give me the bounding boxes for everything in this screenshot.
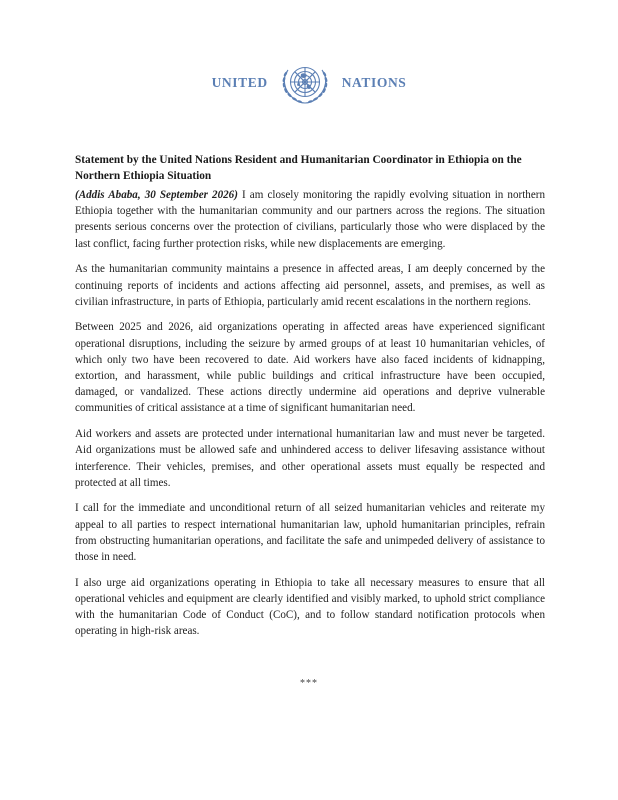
un-letterhead [0,58,618,108]
dateline: (Addis Ababa, 30 September 2026) [75,189,238,201]
statement-paragraph-3: Between 2025 and 2026, aid organizations operating in affected areas have experienced significant operational disruptions, including the seizure by armed groups of at least 10 humanitarian vehicles, of which only two have been recovered to date. Aid workers have also faced incidents of kidnapping, extortion, and harassment, while public buildings and critical infrastructure have been occupied, damaged, or vandalized. These actions directly undermine aid operations and deprive vulnerable communities of critical assistance at a time of significant humanitarian need. [75,321,545,415]
letterhead-united-word: UNITED [211,75,268,90]
statement-paragraph-5: I call for the immediate and unconditional return of all seized humanitarian vehicles and reiterate my appeal to all parties to respect international humanitarian law, uphold humanitarian principles, refrain from obstructing humanitarian operations, and facilitate the safe and unimpeded delivery of assistance to those in need. [75,502,545,564]
statement-paragraph-6: I also urge aid organizations operating in Ethiopia to take all necessary measures to ensure that all operational vehicles and equipment are clearly identified and visibly marked, to uphold strict compliance with the humanitarian Code of Conduct (CoC), and to follow standard notification protocols when operating in high-risk areas. [75,576,545,638]
statement-paragraph-4: Aid workers and assets are protected under international humanitarian law and must never be targeted. Aid organizations must be allowed safe and unhindered access to deliver lifesaving assistance without interference. Their vehicles, premises, and other operational assets must equally be respected and protected at all times. [75,428,545,489]
statement-title: Statement by the United Nations Resident and Humanitarian Coordinator in Ethiopia on the Northern Ethiopia Situation [75,154,522,182]
statement-paragraph-2: As the humanitarian community maintains a presence in affected areas, I am deeply concerned by the continuing reports of incidents and actions affecting aid personnel, assets, and premises, as well as civilian infrastructure, in parts of Ethiopia, particularly amid recent escalations in the northern regions. [75,263,545,308]
un-emblem-icon [276,58,334,108]
end-of-statement-marker: *** [300,678,318,689]
letterhead-nations-word: NATIONS [341,75,407,90]
statement-paragraph-1 [75,187,545,252]
statement-body [75,152,545,649]
paragraph-1-body: I am closely monitoring the rapidly evolving situation in northern Ethiopia together with the humanitarian community and our partners across the regions. The situation presents serious concerns over the protection of civilians, particularly those who were displaced by the last conflict, facing further protection risks, while new displacements are emerging. [75,189,546,250]
